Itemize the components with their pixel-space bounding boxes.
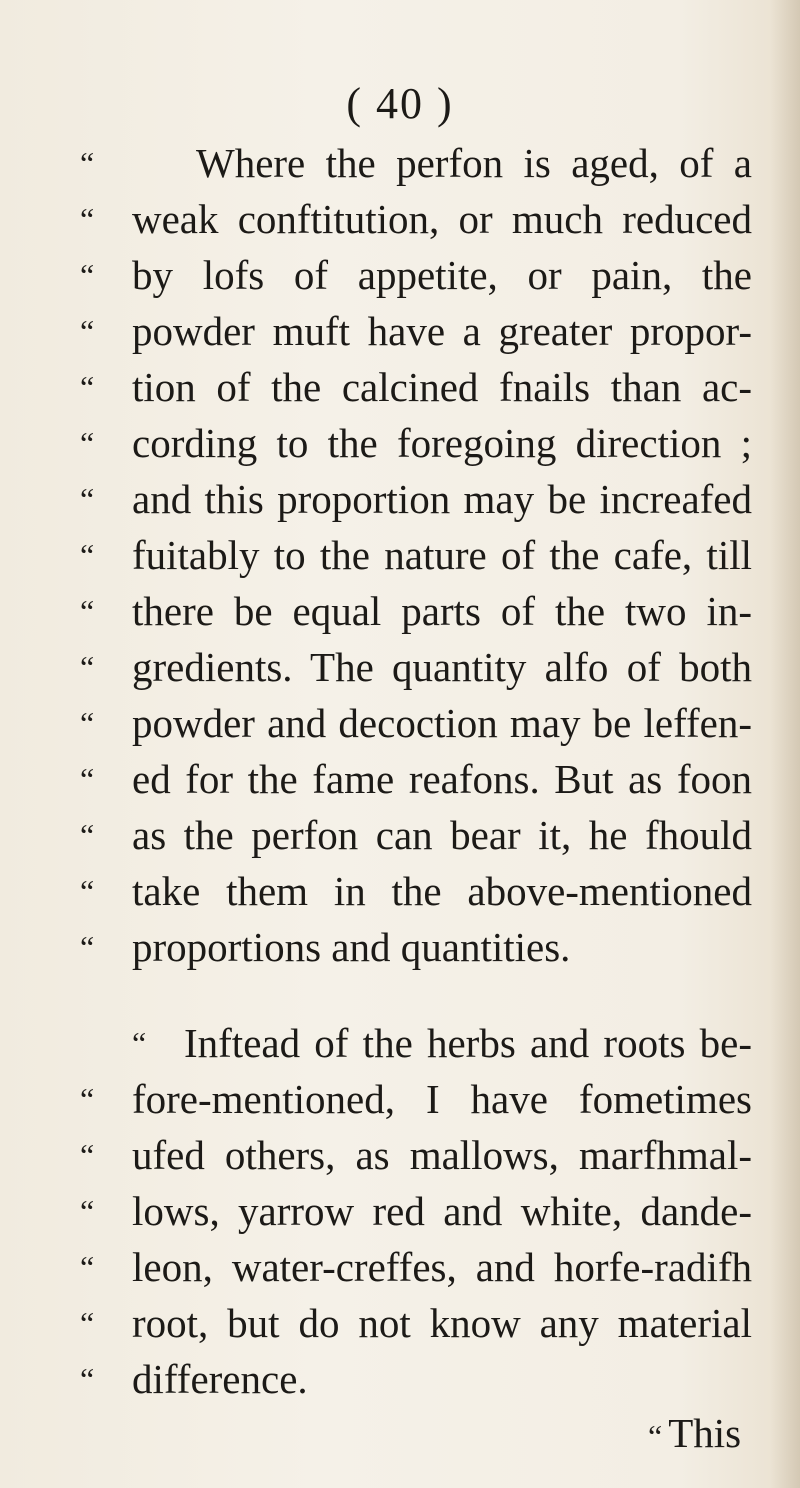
quote-mark: “ [80,257,95,293]
quote-mark: “ [80,593,95,629]
quote-mark: “ [80,873,95,909]
quote-mark: “ [80,1361,95,1397]
quote-mark: “ [80,1081,95,1117]
text-line: Where the perfon is aged, of a [196,140,752,186]
text-line: weak conftitution, or much reduced [132,196,752,242]
quote-mark: “ [80,425,95,461]
quote-mark: “ [80,201,95,237]
text-line: take them in the above-mentioned [132,868,752,914]
text-line: by lofs of appetite, or pain, the [132,252,752,298]
quote-mark: “ [80,313,95,349]
quote-mark: “ [80,761,95,797]
quote-mark: “ [80,1193,95,1229]
catchword-text: This [668,1410,742,1456]
quote-mark: “ [80,481,95,517]
quote-mark: “ [80,705,95,741]
text-line: fuitably to the nature of the cafe, till [132,532,752,578]
page-edge-shadow [770,0,800,1488]
text-line: cording to the foregoing direction ; [132,420,752,466]
text-line: powder muft have a greater propor- [132,308,752,354]
text-line: lows, yarrow red and white, dande- [132,1188,752,1234]
text-line: gredients. The quantity alfo of both [132,644,752,690]
text-line: tion of the calcined fnails than ac- [132,364,752,410]
quote-mark: “ [80,649,95,685]
text-line: leon, water-creffes, and horfe-radifh [132,1244,752,1290]
text-line: difference. [132,1356,308,1402]
quote-mark: “ [80,369,95,405]
text-line: proportions and quantities. [132,924,571,970]
catchword [648,1404,758,1465]
text-line: powder and decoction may be leffen- [132,700,752,746]
text-line: as the perfon can bear it, he fhould [132,812,752,858]
quote-mark: “ [80,1305,95,1341]
quote-mark: “ [80,1137,95,1173]
quote-mark: “ [80,817,95,853]
quote-mark: “ [80,929,95,965]
text-line: fore-mentioned, I have fometimes [132,1076,752,1122]
text-line: and this proportion may be increafed [132,476,752,522]
quote-mark: “ [80,537,95,573]
quote-mark: “ [648,1418,663,1454]
text-line: Inftead of the herbs and roots be- [184,1020,752,1066]
text-line: there be equal parts of the two in- [132,588,752,634]
text-line: ed for the fame reafons. But as foon [132,756,752,802]
page-number: ( 40 ) [346,79,454,128]
quote-mark: “ [80,1249,95,1285]
quote-mark: “ [132,1025,147,1061]
text-line: root, but do not know any material [132,1300,752,1346]
text-line: ufed others, as mallows, marfhmal- [132,1132,752,1178]
quote-mark: “ [80,145,95,181]
